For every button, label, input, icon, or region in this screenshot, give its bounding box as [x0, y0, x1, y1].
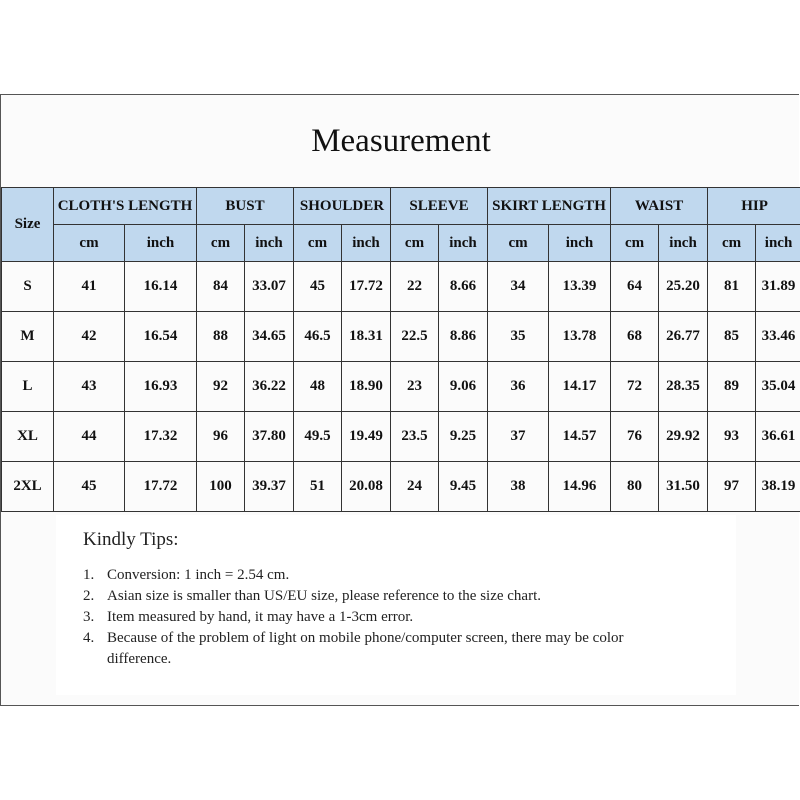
cell: 13.39 [549, 262, 611, 312]
tip-text: Asian size is smaller than US/EU size, please reference to the size chart. [107, 588, 541, 604]
cell: 31.89 [756, 262, 800, 312]
size-header: Size [2, 188, 54, 262]
tip-number: 3. [83, 609, 95, 625]
size-chart-frame [0, 94, 799, 706]
cell: 26.77 [659, 312, 708, 362]
chart-title: Measurement [311, 123, 491, 159]
cell: 23 [391, 362, 439, 412]
unit-cm: cm [54, 225, 125, 262]
cell: 38 [488, 462, 549, 512]
header-sleeve: SLEEVE [391, 188, 488, 225]
cell: 17.32 [125, 412, 197, 462]
cell: 23.5 [391, 412, 439, 462]
unit-inch: inch [659, 225, 708, 262]
cell: 43 [54, 362, 125, 412]
cell: 76 [611, 412, 659, 462]
table-row [2, 362, 800, 412]
cell: 41 [54, 262, 125, 312]
cell: 8.66 [439, 262, 488, 312]
cell: 64 [611, 262, 659, 312]
cell: 81 [708, 262, 756, 312]
tip-number: 1. [83, 567, 95, 583]
unit-inch: inch [125, 225, 197, 262]
header-skirt-length: SKIRT LENGTH [488, 188, 611, 225]
cell: 24 [391, 462, 439, 512]
cell: 46.5 [294, 312, 342, 362]
cell: 48 [294, 362, 342, 412]
size-table [1, 187, 800, 512]
cell: 17.72 [342, 262, 391, 312]
cell: 80 [611, 462, 659, 512]
unit-cm: cm [294, 225, 342, 262]
cell: 89 [708, 362, 756, 412]
tips-title: Kindly Tips: [83, 529, 179, 550]
cell: 9.06 [439, 362, 488, 412]
table-row [2, 412, 800, 462]
tips-list [83, 565, 667, 670]
header-waist: WAIST [611, 188, 708, 225]
size-label: S [2, 262, 54, 312]
kindly-tips-box [56, 515, 736, 695]
cell: 18.90 [342, 362, 391, 412]
cell: 88 [197, 312, 245, 362]
unit-cm: cm [488, 225, 549, 262]
unit-cm: cm [611, 225, 659, 262]
cell: 45 [54, 462, 125, 512]
unit-inch: inch [439, 225, 488, 262]
cell: 37 [488, 412, 549, 462]
cell: 96 [197, 412, 245, 462]
cell: 16.14 [125, 262, 197, 312]
size-label: XL [2, 412, 54, 462]
cell: 44 [54, 412, 125, 462]
size-rows [2, 262, 800, 512]
table-row [2, 462, 800, 512]
cell: 38.19 [756, 462, 800, 512]
unit-cm: cm [708, 225, 756, 262]
cell: 19.49 [342, 412, 391, 462]
tip-number: 4. [83, 630, 95, 646]
cell: 14.96 [549, 462, 611, 512]
tip-text: Item measured by hand, it may have a 1-3cm error. [107, 609, 414, 625]
cell: 36.22 [245, 362, 294, 412]
cell: 28.35 [659, 362, 708, 412]
cell: 42 [54, 312, 125, 362]
cell: 9.45 [439, 462, 488, 512]
tip-item [83, 607, 667, 628]
cell: 34.65 [245, 312, 294, 362]
tip-item [83, 586, 667, 607]
cell: 9.25 [439, 412, 488, 462]
tip-number: 2. [83, 588, 95, 604]
cell: 17.72 [125, 462, 197, 512]
tip-item [83, 565, 667, 586]
cell: 20.08 [342, 462, 391, 512]
cell: 16.93 [125, 362, 197, 412]
cell: 68 [611, 312, 659, 362]
cell: 18.31 [342, 312, 391, 362]
unit-cm: cm [197, 225, 245, 262]
cell: 16.54 [125, 312, 197, 362]
cell: 49.5 [294, 412, 342, 462]
cell: 22 [391, 262, 439, 312]
size-label: M [2, 312, 54, 362]
cell: 13.78 [549, 312, 611, 362]
table-row [2, 312, 800, 362]
unit-inch: inch [549, 225, 611, 262]
cell: 100 [197, 462, 245, 512]
cell: 31.50 [659, 462, 708, 512]
cell: 36 [488, 362, 549, 412]
unit-inch: inch [342, 225, 391, 262]
cell: 14.57 [549, 412, 611, 462]
unit-inch: inch [756, 225, 800, 262]
header-cloth-length: CLOTH'S LENGTH [54, 188, 197, 225]
cell: 14.17 [549, 362, 611, 412]
cell: 37.80 [245, 412, 294, 462]
cell: 93 [708, 412, 756, 462]
cell: 22.5 [391, 312, 439, 362]
header-bust: BUST [197, 188, 294, 225]
tip-text: Because of the problem of light on mobile phone/computer screen, there may be color difference. [107, 630, 624, 667]
cell: 84 [197, 262, 245, 312]
cell: 29.92 [659, 412, 708, 462]
cell: 25.20 [659, 262, 708, 312]
size-label: L [2, 362, 54, 412]
group-header-row [2, 188, 800, 225]
tip-item [83, 628, 667, 670]
cell: 34 [488, 262, 549, 312]
cell: 8.86 [439, 312, 488, 362]
cell: 45 [294, 262, 342, 312]
cell: 33.46 [756, 312, 800, 362]
cell: 35.04 [756, 362, 800, 412]
size-label: 2XL [2, 462, 54, 512]
cell: 35 [488, 312, 549, 362]
cell: 36.61 [756, 412, 800, 462]
cell: 92 [197, 362, 245, 412]
unit-cm: cm [391, 225, 439, 262]
table-row [2, 262, 800, 312]
cell: 72 [611, 362, 659, 412]
unit-inch: inch [245, 225, 294, 262]
cell: 51 [294, 462, 342, 512]
cell: 33.07 [245, 262, 294, 312]
header-hip: HIP [708, 188, 800, 225]
cell: 39.37 [245, 462, 294, 512]
cell: 97 [708, 462, 756, 512]
header-shoulder: SHOULDER [294, 188, 391, 225]
cell: 85 [708, 312, 756, 362]
unit-header-row [2, 225, 800, 262]
tip-text: Conversion: 1 inch = 2.54 cm. [107, 567, 290, 583]
